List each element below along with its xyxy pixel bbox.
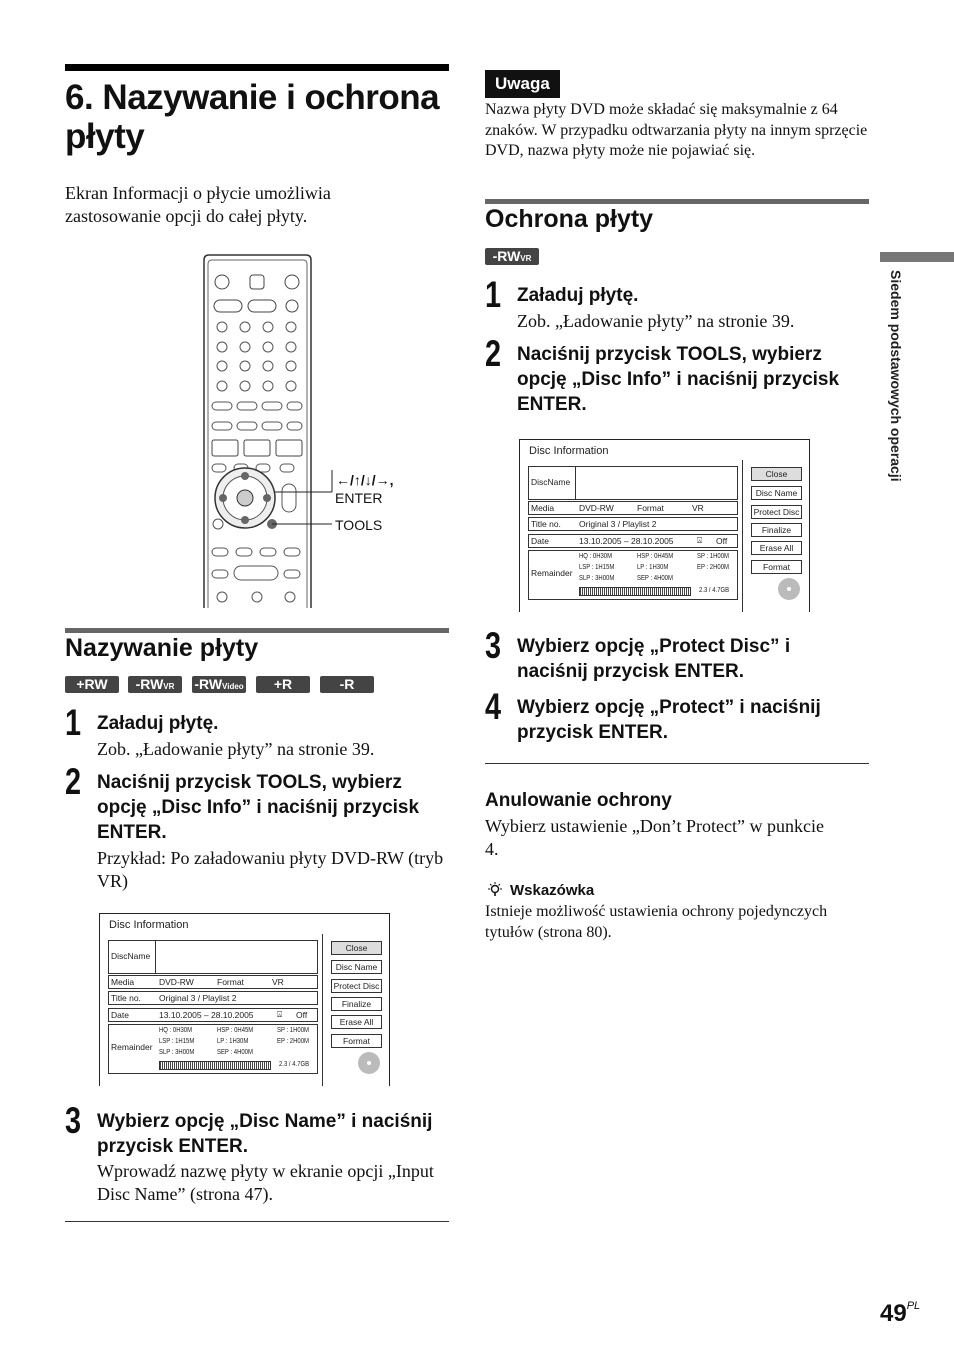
title-value: Original 3 / Playlist 2 bbox=[159, 993, 237, 1003]
step-number: 4 bbox=[485, 686, 502, 727]
rem-hsp: HSP : 0H45M bbox=[217, 1027, 254, 1034]
capacity-bar bbox=[159, 1061, 271, 1070]
date-label: Date bbox=[531, 536, 549, 546]
remainder-box bbox=[108, 1024, 318, 1074]
badge-rw-video: -RWVideo bbox=[192, 676, 246, 693]
title-row bbox=[108, 991, 318, 1005]
note-text: Nazwa płyty DVD może składać się maksymalnie z 64 znaków. W przypadku odtwarzania płyty na innym sprzęcie DVD, nazwa płyty może nie pojawiać się. bbox=[485, 101, 868, 159]
lightbulb-icon bbox=[487, 882, 503, 898]
badge-rw-vr: -RWVR bbox=[128, 676, 182, 693]
rem-sep: SEP : 4H00M bbox=[637, 575, 673, 582]
format-button[interactable]: Format bbox=[331, 1034, 382, 1048]
rem-ep: EP : 2H00M bbox=[697, 564, 729, 571]
screen-divider bbox=[742, 460, 743, 612]
arrows-label: ←/↑/↓/→, bbox=[336, 472, 394, 488]
page-suffix: PL bbox=[906, 1300, 921, 1312]
rem-hq: HQ : 0H30M bbox=[579, 553, 613, 560]
media-value: DVD-RW bbox=[579, 503, 614, 513]
step-title: Załaduj płytę. bbox=[517, 285, 639, 306]
media-label: Media bbox=[531, 503, 555, 513]
disc-info-screen bbox=[99, 913, 390, 1086]
title-value: Original 3 / Playlist 2 bbox=[579, 519, 657, 529]
discname-label: DiscName bbox=[111, 951, 151, 961]
rem-lp: LP : 1H30M bbox=[217, 1038, 249, 1045]
rem-sp: SP : 1H00M bbox=[697, 553, 729, 560]
rem-sp: SP : 1H00M bbox=[277, 1027, 309, 1034]
media-row bbox=[108, 975, 318, 989]
rem-lsp: LSP : 1H15M bbox=[159, 1038, 195, 1045]
date-value: 13.10.2005 – 28.10.2005 bbox=[159, 1010, 254, 1020]
step-title: Załaduj płytę. bbox=[97, 713, 219, 734]
rem-sep: SEP : 4H00M bbox=[217, 1049, 253, 1056]
step-number: 1 bbox=[65, 702, 82, 743]
erase-all-button[interactable]: Erase All bbox=[751, 541, 802, 555]
step-title: Wybierz opcję „Protect” i naciśnij przycisk ENTER. bbox=[517, 697, 821, 743]
step-title: Naciśnij przycisk TOOLS, wybierz opcję „Disc Info” i naciśnij przycisk ENTER. bbox=[517, 344, 840, 415]
date-row bbox=[528, 534, 738, 548]
lock-icon: ⍓ bbox=[697, 535, 703, 545]
remainder-box bbox=[528, 550, 738, 600]
step-number: 2 bbox=[65, 761, 82, 802]
title-label: Title no. bbox=[111, 993, 141, 1003]
step-number: 1 bbox=[485, 274, 502, 315]
format-label: Format bbox=[217, 977, 244, 987]
lock-icon: ⍓ bbox=[277, 1009, 283, 1019]
protect-value: Off bbox=[716, 536, 728, 546]
date-label: Date bbox=[111, 1010, 129, 1020]
section-title-naming: Nazywanie płyty bbox=[65, 634, 259, 662]
step-body: Zob. „Ładowanie płyty” na stronie 39. bbox=[517, 311, 795, 331]
rem-lsp: LSP : 1H15M bbox=[579, 564, 615, 571]
rem-hsp: HSP : 0H45M bbox=[637, 553, 674, 560]
screen-title: Disc Information bbox=[529, 445, 609, 457]
page-title-line2: płyty bbox=[65, 117, 145, 156]
badge-minus-r: -R bbox=[320, 676, 374, 693]
step-title: Wybierz opcję „Disc Name” i naciśnij przycisk ENTER. bbox=[97, 1111, 433, 1157]
note-label: Uwaga bbox=[485, 70, 560, 98]
date-row bbox=[108, 1008, 318, 1022]
format-label: Format bbox=[637, 503, 664, 513]
step-body: Wprowadź nazwę płyty w ekranie opcji „Input Disc Name” (strona 47). bbox=[97, 1161, 434, 1204]
screen-divider bbox=[322, 934, 323, 1086]
step-title: Naciśnij przycisk TOOLS, wybierz opcję „Disc Info” i naciśnij przycisk ENTER. bbox=[97, 772, 420, 843]
tip-text: Istnieje możliwość ustawienia ochrony pojedynczych tytułów (strona 80). bbox=[485, 903, 828, 941]
discname-box bbox=[528, 466, 738, 500]
title-label: Title no. bbox=[531, 519, 561, 529]
capacity-text: 2.3 / 4.7GB bbox=[699, 587, 730, 594]
media-label: Media bbox=[111, 977, 135, 987]
discname-label: DiscName bbox=[531, 477, 571, 487]
rem-ep: EP : 2H00M bbox=[277, 1038, 309, 1045]
close-button[interactable]: Close bbox=[331, 941, 382, 955]
step-number: 3 bbox=[485, 625, 502, 666]
step-body: Przykład: Po załadowaniu płyty DVD-RW (tryb VR) bbox=[97, 848, 444, 891]
capacity-text: 2.3 / 4.7GB bbox=[279, 1061, 310, 1068]
badge-plus-r: +R bbox=[256, 676, 310, 693]
section-rule bbox=[65, 628, 449, 633]
tools-label: TOOLS bbox=[335, 517, 383, 533]
title-row bbox=[528, 517, 738, 531]
badge-rw-vr: -RWVR bbox=[485, 248, 539, 265]
disc-info-screen bbox=[519, 439, 810, 612]
media-value: DVD-RW bbox=[159, 977, 194, 987]
title-bar bbox=[65, 64, 449, 71]
format-value: VR bbox=[692, 503, 704, 513]
media-row bbox=[528, 501, 738, 515]
rem-lp: LP : 1H30M bbox=[637, 564, 669, 571]
side-tab-label: Siedem podstawowych operacji bbox=[888, 270, 904, 482]
capacity-bar bbox=[579, 587, 691, 596]
rem-slp: SLP : 3H00M bbox=[579, 575, 615, 582]
remainder-label: Remainder bbox=[531, 568, 573, 578]
page-number-value: 49 bbox=[880, 1300, 907, 1327]
left-end-rule bbox=[65, 1221, 449, 1222]
tip-label: Wskazówka bbox=[510, 882, 595, 899]
protect-value: Off bbox=[296, 1010, 308, 1020]
section-title-protect: Ochrona płyty bbox=[485, 205, 654, 233]
protect-disc-button[interactable]: Protect Disc bbox=[751, 505, 802, 519]
remainder-label: Remainder bbox=[111, 1042, 153, 1052]
right-rule bbox=[485, 763, 869, 764]
page-number bbox=[880, 1300, 920, 1328]
page-title-line1: 6. Nazywanie i ochrona bbox=[65, 78, 440, 117]
disc-name-button[interactable]: Disc Name bbox=[331, 960, 382, 974]
section-rule bbox=[485, 199, 869, 204]
finalize-button[interactable]: Finalize bbox=[751, 523, 802, 537]
step-number: 2 bbox=[485, 333, 502, 374]
page-title bbox=[65, 78, 455, 156]
step-number: 3 bbox=[65, 1100, 82, 1141]
step-body: Zob. „Ładowanie płyty” na stronie 39. bbox=[97, 739, 375, 759]
intro-text: Ekran Informacji o płycie umożliwia zastosowanie opcji do całej płyty. bbox=[65, 183, 331, 226]
date-value: 13.10.2005 – 28.10.2005 bbox=[579, 536, 674, 546]
rem-slp: SLP : 3H00M bbox=[159, 1049, 195, 1056]
remote-control-illustration bbox=[200, 252, 430, 608]
badge-plus-rw: +RW bbox=[65, 676, 119, 693]
step-title: Wybierz opcję „Protect Disc” i naciśnij przycisk ENTER. bbox=[517, 636, 791, 682]
rem-hq: HQ : 0H30M bbox=[159, 1027, 193, 1034]
enter-label: ENTER bbox=[335, 490, 383, 506]
side-tab-marker bbox=[880, 252, 954, 262]
screen-title: Disc Information bbox=[109, 919, 189, 931]
protect-disc-button[interactable]: Protect Disc bbox=[331, 979, 382, 993]
discname-box bbox=[108, 940, 318, 974]
cancel-text: Wybierz ustawienie „Don’t Protect” w punkcie 4. bbox=[485, 816, 824, 859]
finalize-button[interactable]: Finalize bbox=[331, 997, 382, 1011]
format-value: VR bbox=[272, 977, 284, 987]
cancel-title: Anulowanie ochrony bbox=[485, 790, 672, 811]
close-button[interactable]: Close bbox=[751, 467, 802, 481]
format-button[interactable]: Format bbox=[751, 560, 802, 574]
disc-name-button[interactable]: Disc Name bbox=[751, 486, 802, 500]
disc-icon bbox=[358, 1052, 380, 1074]
erase-all-button[interactable]: Erase All bbox=[331, 1015, 382, 1029]
disc-icon bbox=[778, 578, 800, 600]
